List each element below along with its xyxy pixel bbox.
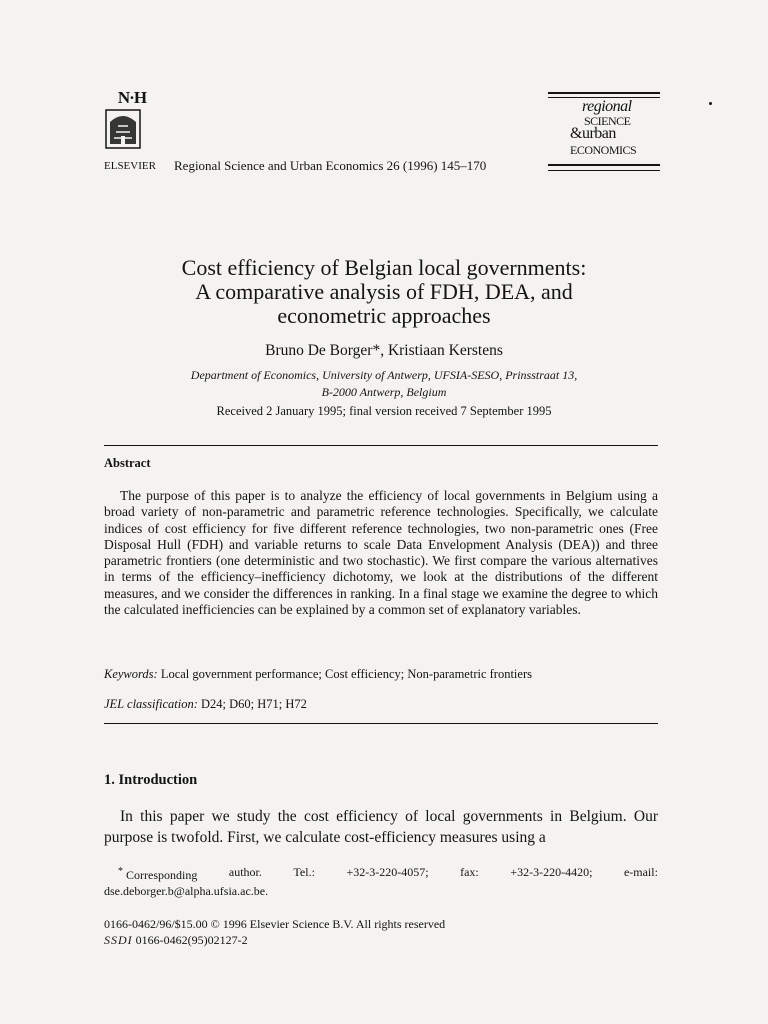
keywords bbox=[104, 667, 532, 682]
footnote-part: +32-3-220-4420; bbox=[510, 865, 593, 879]
keywords-value: Local government performance; Cost efficiency; Non-parametric frontiers bbox=[160, 667, 532, 681]
ssdi-label: SSDI bbox=[104, 933, 133, 947]
journal-logo-line1: regional bbox=[582, 98, 632, 115]
journal-logo bbox=[548, 92, 660, 172]
ssdi-value: 0166-0462(95)02127-2 bbox=[135, 933, 248, 947]
authors: Bruno De Borger*, Kristiaan Kerstens bbox=[265, 342, 503, 359]
footnote-part: Tel.: bbox=[293, 865, 315, 879]
scan-speck bbox=[709, 102, 712, 105]
abstract-heading: Abstract bbox=[104, 456, 151, 470]
journal-logo-line4: ECONOMICS bbox=[570, 143, 637, 157]
received-dates: Received 2 January 1995; final version received 7 September 1995 bbox=[216, 404, 552, 418]
title-line-2: A comparative analysis of FDH, DEA, and bbox=[195, 279, 573, 304]
publisher-name: ELSEVIER bbox=[104, 160, 156, 172]
footnote-part: * Corresponding bbox=[118, 866, 198, 882]
title-line-1: Cost efficiency of Belgian local governments: bbox=[181, 255, 587, 280]
publisher-mark: N·H bbox=[117, 88, 147, 107]
elsevier-tree-icon bbox=[104, 108, 142, 150]
section-heading-introduction: 1. Introduction bbox=[104, 772, 198, 788]
copyright-block bbox=[104, 916, 445, 948]
journal-logo-line3: &urban bbox=[570, 125, 616, 142]
footnote-line-1 bbox=[104, 864, 658, 883]
ssdi-line bbox=[104, 932, 445, 948]
footnote-part: +32-3-220-4057; bbox=[346, 865, 429, 879]
footnote-email: dse.deborger.b@alpha.ufsia.ac.be. bbox=[104, 884, 269, 898]
divider-bottom bbox=[104, 723, 658, 724]
divider-top bbox=[104, 445, 658, 446]
footnote-part: e-mail: bbox=[623, 865, 658, 879]
journal-citation: Regional Science and Urban Economics 26 (1996) 145–170 bbox=[174, 158, 487, 173]
abstract-text: The purpose of this paper is to analyze the efficiency of local governments in Belgium using a broad variety of non-parametric and parametric reference technologies. Specifically, we calculate indices of cost efficiency for five different reference technologies, two non-parametric ones (Free Disposal Hull (FDH) and variable returns to scale Data Envelopment Analysis (DEA)) and three parametric frontiers (one deterministic and two stochastic). We first compare the various alternatives in terms of the efficiency–inefficiency dichotomy, we look at the distributions of the different measures, and we consider the differences in ranking. In a final stage we examine the degree to which the calculated inefficiencies can be explained by a common set of explanatory variables. bbox=[104, 488, 658, 618]
keywords-label: Keywords: bbox=[104, 667, 158, 681]
jel-value: D24; D60; H71; H72 bbox=[201, 697, 307, 711]
footnote-part: author. bbox=[228, 865, 262, 879]
affiliation bbox=[80, 367, 688, 401]
journal-logo-line2: SCIENCE bbox=[584, 114, 631, 128]
footnote-star: * bbox=[118, 866, 123, 877]
footnote bbox=[104, 864, 658, 899]
affiliation-line-2: B-2000 Antwerp, Belgium bbox=[321, 385, 447, 399]
footnote-part: fax: bbox=[460, 865, 479, 879]
introduction-text: In this paper we study the cost efficiency of local governments in Belgium. Our purpose is twofold. First, we calculate cost-efficiency measures using a bbox=[104, 808, 658, 846]
affiliation-line-1: Department of Economics, University of Antwerp, UFSIA-SESO, Prinsstraat 13, bbox=[190, 368, 578, 382]
copyright-line: 0166-0462/96/$15.00 © 1996 Elsevier Science B.V. All rights reserved bbox=[104, 917, 446, 931]
title-line-3: econometric approaches bbox=[277, 303, 491, 328]
jel-classification bbox=[104, 697, 307, 712]
publisher-logo bbox=[104, 88, 160, 158]
jel-label: JEL classification: bbox=[104, 697, 198, 711]
article-title bbox=[80, 256, 688, 328]
